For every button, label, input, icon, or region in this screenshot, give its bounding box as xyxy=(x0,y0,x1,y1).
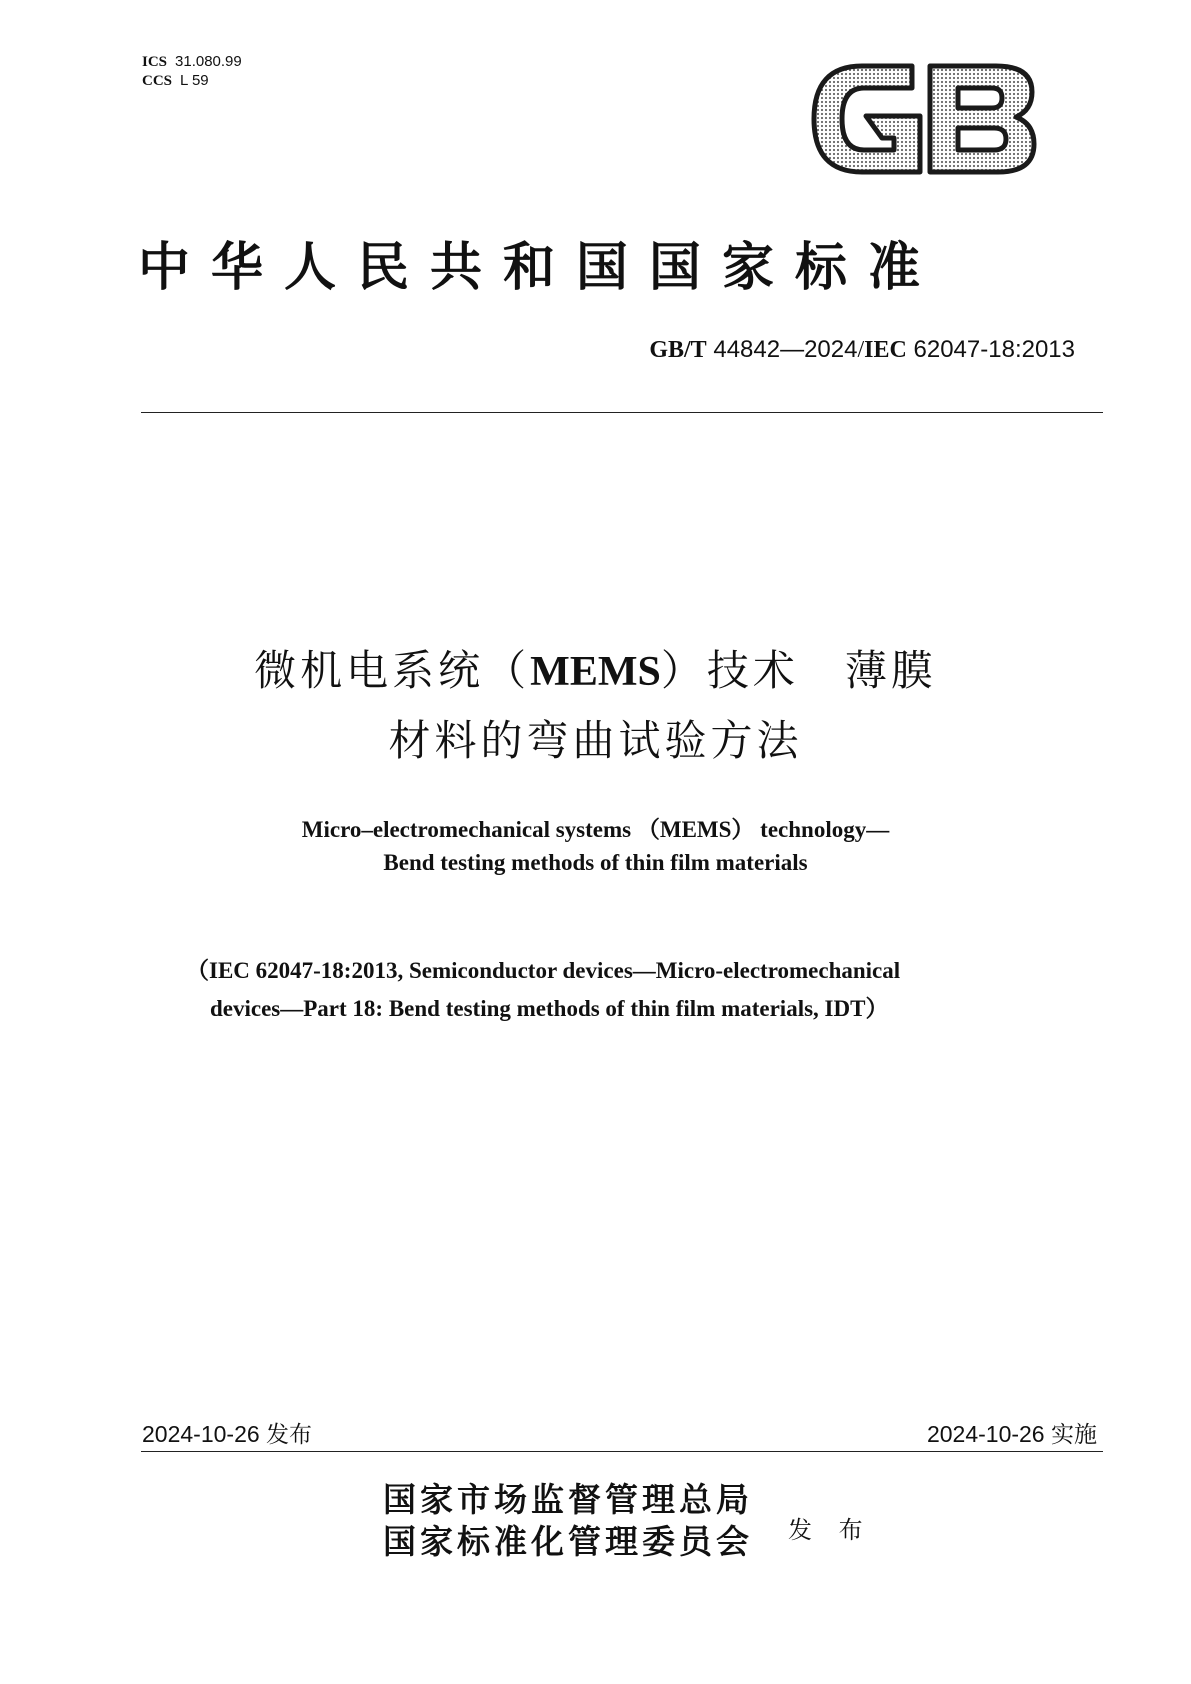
ics-code xyxy=(142,53,242,71)
implementation-date xyxy=(927,1416,1097,1449)
ics-label: ICS xyxy=(142,54,168,70)
header-divider xyxy=(141,412,1103,413)
cn-title-part-a: 微机电系统（ xyxy=(254,647,531,694)
std-separator: / xyxy=(857,337,865,363)
issue-word: 发 布 xyxy=(788,1517,873,1544)
issue-date-label: 发布 xyxy=(266,1421,313,1447)
ics-value: 31.080.99 xyxy=(175,53,242,70)
footer-divider xyxy=(141,1451,1103,1452)
std-number-value: 44842—2024 xyxy=(713,336,858,363)
identical-reference-line2: devices—Part 18: Bend testing methods of thin film materials, IDT） xyxy=(210,996,889,1021)
english-title-line1: Micro–electromechanical systems （MEMS） technology— xyxy=(301,817,890,842)
ccs-label: CCS xyxy=(142,73,173,89)
iec-prefix: IEC xyxy=(864,337,907,363)
identical-reference-line1: （IEC 62047-18:2013, Semiconductor devices—Micro-electromechanical xyxy=(186,958,901,983)
gb-emblem-icon xyxy=(808,60,1040,178)
issue-date-value: 2024-10-26 xyxy=(142,1421,260,1447)
iec-number: 62047-18:2013 xyxy=(913,336,1075,363)
cn-title-part-c: ）技术 薄膜 xyxy=(660,647,937,694)
standard-number xyxy=(649,336,1075,364)
issuer-samr: 国家市场监督管理总局 xyxy=(383,1480,753,1519)
std-prefix: GB/T xyxy=(649,337,707,363)
ccs-code xyxy=(142,72,209,90)
issuer-sac: 国家标准化管理委员会 xyxy=(383,1522,753,1561)
implement-date-value: 2024-10-26 xyxy=(926,1421,1045,1447)
issue-date xyxy=(142,1416,312,1449)
implement-date-label: 实施 xyxy=(1051,1421,1097,1447)
english-title-line2: Bend testing methods of thin film materials xyxy=(383,850,808,875)
chinese-title-line2: 材料的弯曲试验方法 xyxy=(388,717,803,764)
national-standard-title: 中华人民共和国国家标准 xyxy=(138,237,942,298)
ccs-value: L 59 xyxy=(180,72,209,89)
cn-title-mems: MEMS xyxy=(530,649,661,695)
chinese-title-line1 xyxy=(0,638,1191,698)
